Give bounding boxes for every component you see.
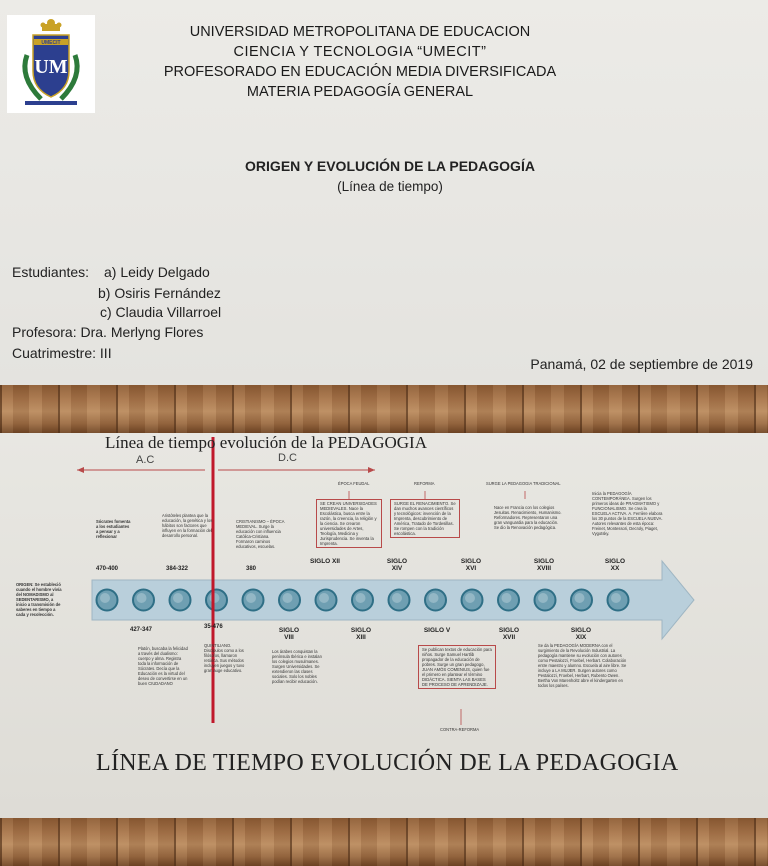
event-text: Los árabes conquistan la península Ibérica e instalan los colegios musulmanes. Surgen Universidades. Se extendieron las clases sociales. Solo los nobles podían recibir educación.: [272, 649, 322, 684]
course-name: MATERIA PEDAGOGÍA GENERAL: [246, 84, 474, 100]
tag-reforma: REFORMA: [414, 481, 435, 486]
timeline-marker-highlight: [283, 593, 293, 603]
event-text: Se da la PEDAGOGÍA MODERNA con el surgimiento de la Revolución Industrial. La pedagogía mantiene su evolución con autores como Pestalozzi, Froebel, Herbart. Colaboración entre maestro y alumno. Escuela al aire libre. Se incluye a LA MUJER. Surgen autores como Pestalozzi, Froebel, Herbart, Rubento Owen. Bertha Von Marenholtz abre el kindergarten en todos los países.: [538, 643, 627, 688]
timeline-title: Línea de tiempo evolución de la PEDAGOGIA: [105, 433, 427, 452]
event-text: SE CREAN UNIVERSIDADES MEDIEVALES. Nace la Escolástica, busca entre la razón, la creencia, la religión y la ciencia. Se crearon universidades de Artes, Teología, Medicina y Jurisprudencia. Se inventa la Imprenta.: [316, 499, 382, 548]
university-logo: [7, 15, 95, 113]
timeline-marker-highlight: [465, 593, 475, 603]
program-name: PROFESORADO EN EDUCACIÓN MEDIA DIVERSIFICADA: [163, 64, 557, 80]
century-label: SIGLO XIII: [350, 627, 372, 641]
timeline-marker-highlight: [502, 593, 512, 603]
century-label: SIGLO XX: [604, 558, 626, 572]
timeline-marker-highlight: [246, 593, 256, 603]
year-label: 35-476: [204, 624, 223, 630]
event-text: Nace en Francia con los colegios Jesuitas. Renacimiento, Humanismo. Reformadores. Representaron una gran vanguardia para la educación. Se dio la Renovación pedagógica.: [494, 505, 562, 530]
era-dc-label: D.C: [278, 452, 297, 464]
date-place: Panamá, 02 de septiembre de 2019: [530, 356, 753, 372]
era-ac-label: A.C: [136, 454, 155, 466]
event-text: Platón, buscaba la felicidad a través del dualismo: cuerpo y alma. Registra toda la información de Sócrates. Decía que la Educación es la virtud del deseo de convertirse en un buen CIUDADANO: [138, 646, 188, 686]
year-label: 470-400: [96, 566, 119, 572]
century-label: SIGLO VIII: [278, 627, 300, 641]
university-subtitle: CIENCIA Y TECNOLOGIA “UMECIT”: [233, 44, 487, 60]
century-label: SIGLO XIV: [386, 558, 408, 572]
tag-pedagogia-tradicional: SURGE LA PEDAGOGIA TRADICIONAL: [486, 481, 561, 486]
document-subtitle: (Línea de tiempo): [337, 179, 443, 194]
event-text: Aristóteles plantea que la educación, la genética y los hábitos son factores que influyen en la formación del desarrollo personal.: [162, 513, 213, 538]
event-text: Se publican textos de educación para niños. Surge Samuel Hartlib propagador de la educación de pobres. Surge un gran pedagogo, JUAN AMÓS COMENIUS, quien fue el primero en plantear el término DIDÁCTICA. SIENTA LAS BASES DE PROCESO DE APRENDIZAJE.: [418, 645, 496, 689]
timeline-marker-highlight: [173, 593, 183, 603]
event-text: SURGE EL RENACIMIENTO. Se dan muchos avances científicos y tecnológicos: invención de la Imprenta, descubrimiento de América, Tratado de Tordesillas. Se rompen con la tradición escolástica.: [390, 499, 460, 538]
timeline-marker-highlight: [356, 593, 366, 603]
student-name: a) Leidy Delgado: [104, 264, 210, 280]
timeline-marker-highlight: [538, 593, 548, 603]
timeline-marker-highlight: [392, 593, 402, 603]
year-label: 380: [246, 566, 257, 572]
year-label: 384-322: [166, 566, 189, 572]
university-name: UNIVERSIDAD METROPOLITANA DE EDUCACION: [189, 24, 531, 40]
wood-floor-footer: [0, 818, 768, 866]
svg-text:UM: UM: [34, 56, 68, 78]
timeline-slide: [0, 433, 768, 818]
timeline-marker-highlight: [429, 593, 439, 603]
century-label: SIGLO XVI: [460, 558, 482, 572]
student-name: c) Claudia Villarroel: [100, 304, 222, 320]
tag-contra-reforma: CONTRA-REFORMA: [440, 727, 480, 732]
umecit-seal-icon: [7, 15, 95, 113]
event-text: Sócrates fomenta a los estudiantes a pensar y a reflexionar: [96, 519, 131, 539]
student-name: b) Osiris Fernández: [98, 285, 221, 301]
century-label: SIGLO XVIII: [533, 558, 555, 572]
origin-text: ORIGEN: Se estableció cuando el hombre vivía del NOMADISMO al SEDENTARISMO, a inicio a transmisión de saberes en tiempo a cada y recolección.: [16, 582, 62, 617]
wood-floor-divider: [0, 385, 768, 433]
timeline-marker-highlight: [611, 593, 621, 603]
students-label: Estudiantes:: [12, 264, 90, 280]
timeline-markers: [97, 590, 629, 611]
era-dc-arrow-head: [368, 467, 375, 473]
document-title: ORIGEN Y EVOLUCIÓN DE LA PEDAGOGÍA: [245, 158, 535, 174]
timeline-big-title: LÍNEA DE TIEMPO EVOLUCIÓN DE LA PEDAGOGIA: [96, 750, 679, 776]
timeline-marker-highlight: [100, 593, 110, 603]
teacher-name: Profesora: Dra. Merlyng Flores: [12, 324, 204, 340]
tag-epoca-feudal: ÉPOCA FEUDAL: [338, 481, 370, 486]
century-label: SIGLO XVII: [498, 627, 520, 641]
event-text: QUINTILIANO. Discípulos como a los filósofos, llamaron retórica. Sus métodos incluyen juegos y tuvo gran auge educativo.: [204, 643, 245, 673]
timeline-marker-highlight: [319, 593, 329, 603]
term: Cuatrimestre: III: [12, 345, 112, 361]
century-label: SIGLO XII: [310, 558, 340, 565]
timeline-marker-highlight: [137, 593, 147, 603]
title-slide: [0, 0, 768, 385]
svg-text:UMECIT: UMECIT: [41, 40, 61, 46]
year-label: 427-347: [130, 627, 153, 633]
century-label: SIGLO XIX: [570, 627, 592, 641]
event-text: CRISTIANISMO – ÉPOCA MEDIEVAL. Surge la educación con influencia Católica-Cristiana. Formaron caminos educativos, escuelas.: [236, 519, 285, 549]
era-ac-arrow-head: [77, 467, 84, 473]
timeline-marker-highlight: [575, 593, 585, 603]
event-text: Inicia la PEDAGOGÍA CONTEMPORÁNEA. Surgen los primeros ideas de PRAGMATISMO y FUNCIONALISMO. Se crea la ESCUELA ACTIVA. A. Ferrière elabora los 30 puntos de la ESCUELA NUEVA. Autores relevantes de esta época: Freinet, Montessori, Decroly, Piaget, Vygotsky.: [592, 491, 663, 536]
century-label: SIGLO V: [423, 627, 451, 634]
